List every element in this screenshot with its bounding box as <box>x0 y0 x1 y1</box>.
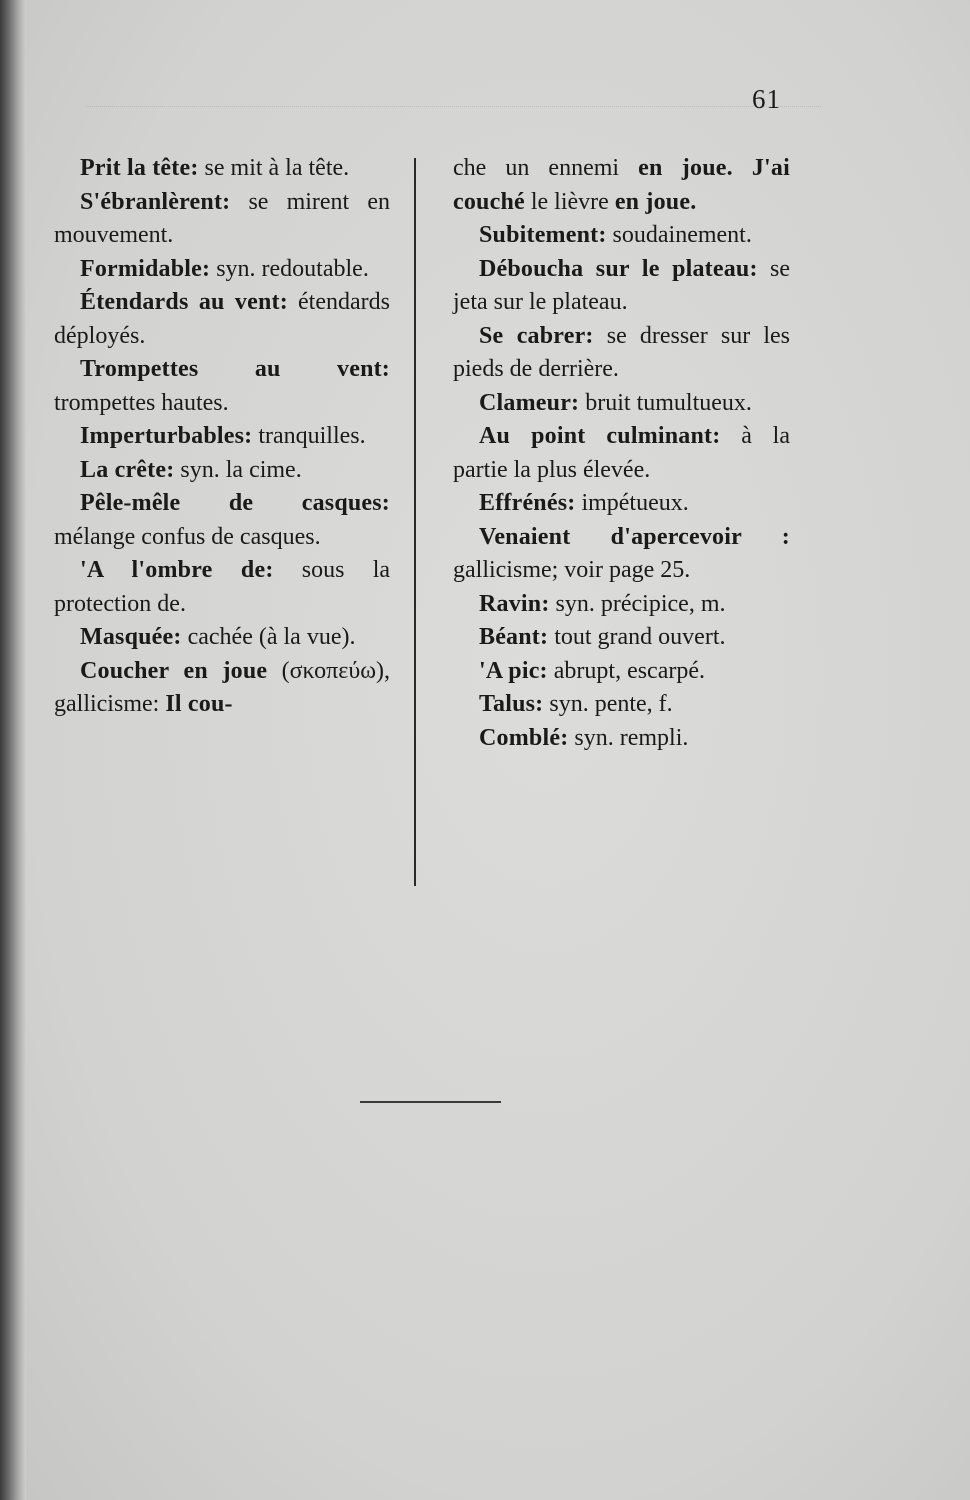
glossary-definition: (σκοπεύω), gallicisme: <box>54 657 390 717</box>
glossary-term: 'A pic: <box>479 657 548 684</box>
glossary-definition: mélange confus de casques. <box>54 523 321 550</box>
glossary-entry <box>453 655 790 689</box>
glossary-definition: se jeta sur le plateau. <box>453 255 790 315</box>
glossary-term: Se cabrer: <box>479 322 594 349</box>
glossary-entry <box>54 152 390 186</box>
glossary-definition: se dresser sur les pieds de derrière. <box>453 322 791 382</box>
glossary-term: Ravin: <box>479 590 550 617</box>
glossary-entry <box>453 219 790 253</box>
glossary-example-bold: Il cou- <box>165 691 233 717</box>
page-number: 61 <box>752 84 781 114</box>
glossary-entry <box>54 253 390 287</box>
book-binding-shadow <box>0 0 26 1500</box>
glossary-term: Venaient d'apercevoir : <box>479 523 790 550</box>
glossary-entry <box>453 588 790 622</box>
section-end-rule <box>360 1101 501 1103</box>
glossary-term: Déboucha sur le plateau: <box>479 255 758 282</box>
glossary-term: Subitement: <box>479 222 607 248</box>
glossary-definition: sous la protection de. <box>54 557 391 617</box>
glossary-entry <box>54 353 390 420</box>
glossary-definition: impétueux. <box>575 490 689 516</box>
glossary-definition: syn. redoutable. <box>210 255 369 282</box>
column-divider <box>414 158 416 886</box>
glossary-entry <box>54 286 390 353</box>
glossary-term: Pêle-mêle de casques: <box>80 490 390 516</box>
glossary-term: Au point culminant: <box>479 423 721 449</box>
glossary-definition: syn. précipice, m. <box>549 590 726 617</box>
glossary-term: La crête: <box>80 456 175 483</box>
glossary-definition: trompettes hautes. <box>54 389 229 416</box>
glossary-term: 'A l'ombre de: <box>80 557 274 583</box>
continuation-bold: J'ai couché <box>453 155 790 215</box>
glossary-definition: étendards déployés. <box>54 289 390 349</box>
glossary-entry <box>453 621 790 655</box>
glossary-entry <box>453 253 790 320</box>
glossary-entry <box>453 688 790 722</box>
glossary-term: Comblé: <box>479 724 569 751</box>
glossary-definition: bruit tumultueux. <box>579 389 752 416</box>
glossary-definition: se mit à la tête. <box>198 155 350 181</box>
glossary-entry <box>453 487 790 521</box>
glossary-term: Masquée: <box>80 624 182 650</box>
glossary-entry-continuation <box>453 152 790 219</box>
glossary-definition: syn. rempli. <box>568 724 689 751</box>
continuation-text: le lièvre <box>524 188 615 215</box>
glossary-term: Coucher en joue <box>80 657 268 684</box>
glossary-definition: tranquilles. <box>252 423 366 449</box>
continuation-bold: en joue. <box>638 155 733 181</box>
glossary-definition: à la partie la plus élevée. <box>453 423 790 483</box>
glossary-right-column <box>453 152 790 755</box>
glossary-entry <box>453 420 790 487</box>
glossary-term: Béant: <box>479 624 549 650</box>
glossary-term: S'ébranlèrent: <box>80 188 231 215</box>
continuation-text: che un ennemi <box>453 155 639 181</box>
glossary-term: Prit la tête: <box>80 155 199 181</box>
glossary-entry <box>54 621 390 655</box>
glossary-definition: se mirent en mouvement. <box>54 188 390 248</box>
glossary-definition: abrupt, escarpé. <box>547 657 706 684</box>
glossary-term: Étendards au vent: <box>80 289 288 315</box>
faded-header-ornament <box>86 106 821 119</box>
glossary-definition: cachée (à la vue). <box>181 624 356 650</box>
glossary-entry <box>453 320 790 387</box>
glossary-term: Imperturbables: <box>80 423 253 449</box>
continuation-bold: en joue. <box>614 188 697 215</box>
glossary-entry <box>453 722 790 756</box>
glossary-term: Talus: <box>479 691 544 717</box>
glossary-entry <box>54 487 390 554</box>
glossary-entry <box>54 420 390 454</box>
glossary-definition: soudainement. <box>606 222 752 248</box>
glossary-entry <box>453 521 790 588</box>
glossary-definition: tout grand ouvert. <box>548 624 726 650</box>
glossary-entry <box>54 454 390 488</box>
glossary-left-column <box>54 152 390 722</box>
glossary-term: Formidable: <box>80 255 211 282</box>
glossary-term: Trompettes au vent: <box>80 356 390 382</box>
glossary-definition: syn. pente, f. <box>543 691 673 717</box>
glossary-term: Clameur: <box>479 389 580 416</box>
glossary-entry <box>453 387 790 421</box>
glossary-term: Effrénés: <box>479 490 576 516</box>
glossary-definition: syn. la cime. <box>174 456 302 483</box>
glossary-definition: gallicisme; voir page 25. <box>453 557 691 583</box>
glossary-entry <box>54 655 390 722</box>
glossary-entry <box>54 554 390 621</box>
glossary-entry <box>54 186 390 253</box>
